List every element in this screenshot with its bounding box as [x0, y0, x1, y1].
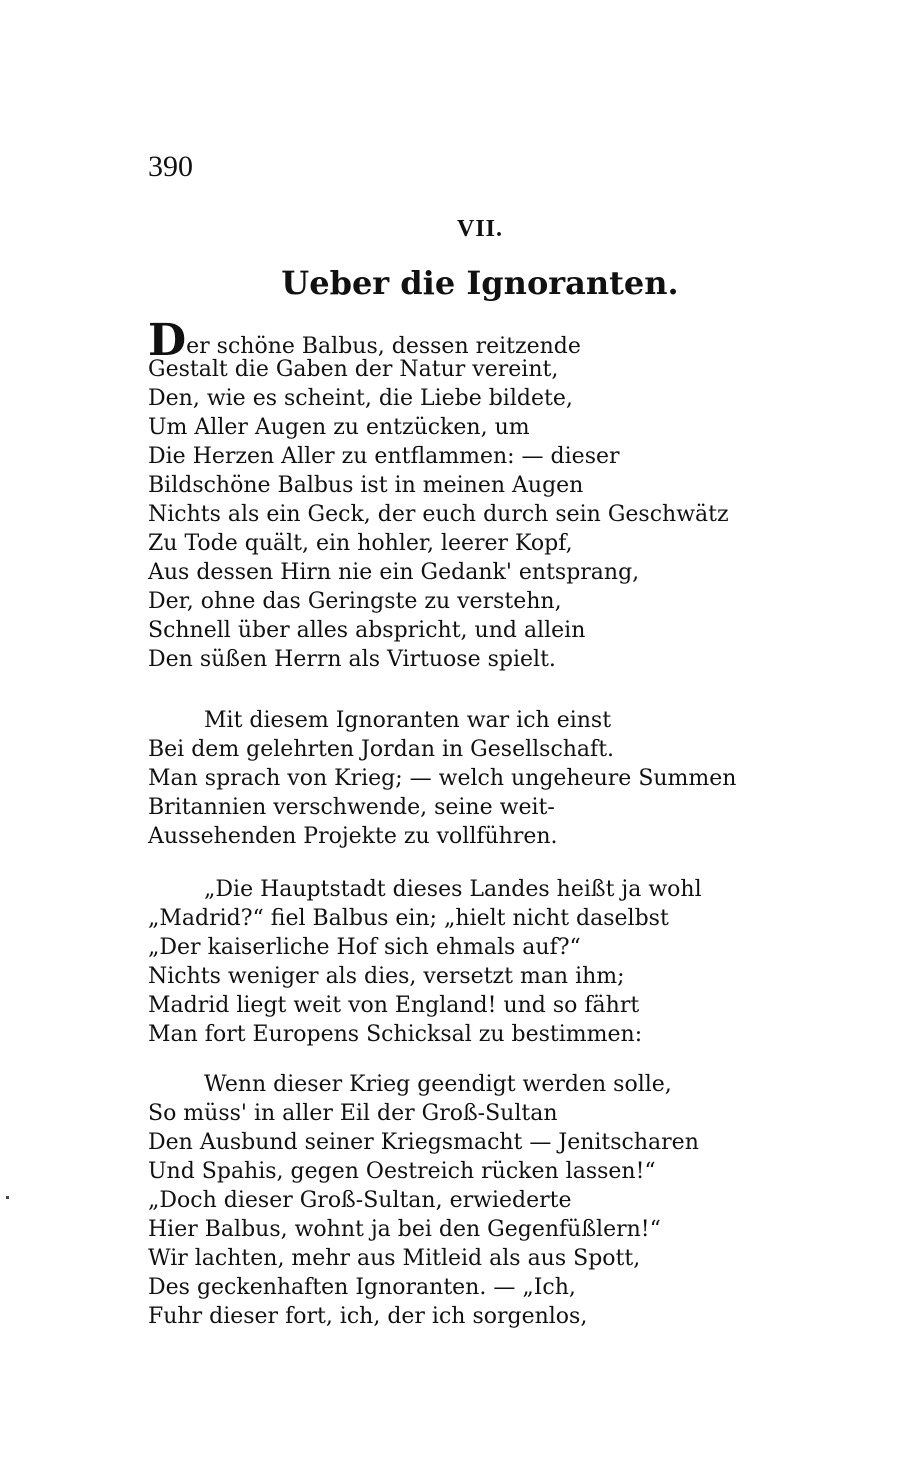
poem-line: Britannien verschwende, seine weit- [148, 795, 555, 820]
stanza-4 [148, 1070, 808, 1331]
poem-line: Den, wie es scheint, die Liebe bildete, [148, 386, 573, 411]
stanza-1 [148, 315, 808, 674]
poem-line [148, 315, 808, 366]
poem-line: „Madrid?“ fiel Balbus ein; „hielt nicht daselbst [148, 906, 669, 931]
poem-line: Nichts als ein Geck, der euch durch sein Geschwätz [148, 502, 729, 527]
section-number: VII. [456, 216, 503, 242]
poem-line: Hier Balbus, wohnt ja bei den Gegenfüßlern!“ [148, 1217, 661, 1242]
poem-line: Aus dessen Hirn nie ein Gedank' entsprang, [148, 560, 640, 585]
poem-line: Man fort Europens Schicksal zu bestimmen: [148, 1022, 643, 1047]
poem-line: Wir lachten, mehr aus Mitleid als aus Spott, [148, 1246, 641, 1271]
poem-line: Man sprach von Krieg; — welch ungeheure Summen [148, 766, 737, 791]
poem-line: Die Herzen Aller zu entflammen: — dieser [148, 444, 620, 469]
poem-line: „Der kaiserliche Hof sich ehmals auf?“ [148, 935, 581, 960]
stanza-3 [148, 875, 808, 1049]
poem-line: Um Aller Augen zu entzücken, um [148, 415, 530, 440]
poem-line: Bei dem gelehrten Jordan in Gesellschaft. [148, 737, 615, 762]
poem-line: Und Spahis, gegen Oestreich rücken lassen!“ [148, 1159, 656, 1184]
poem-line: Nichts weniger als dies, versetzt man ihm; [148, 964, 625, 989]
poem-line: Schnell über alles abspricht, und allein [148, 618, 586, 643]
drop-cap: D [148, 315, 187, 366]
poem-line: Den süßen Herrn als Virtuose spielt. [148, 647, 556, 672]
poem-line: So müss' in aller Eil der Groß-Sultan [148, 1101, 558, 1126]
poem-line: Mit diesem Ignoranten war ich einst [204, 708, 612, 733]
poem-title: Ueber die Ignoranten. [281, 264, 679, 302]
page-number: 390 [148, 150, 193, 183]
poem-line: Aussehenden Projekte zu vollführen. [148, 824, 558, 849]
poem-line: Der, ohne das Geringste zu verstehn, [148, 589, 562, 614]
margin-speck [6, 1196, 9, 1199]
poem-line: Den Ausbund seiner Kriegsmacht — Jenitscharen [148, 1130, 699, 1155]
poem-line: „Doch dieser Groß-Sultan, erwiederte [148, 1188, 572, 1213]
poem-line: Des geckenhaften Ignoranten. — „Ich, [148, 1275, 576, 1300]
poem-line-text: er schöne Balbus, dessen reitzende [186, 334, 581, 359]
poem-line: Madrid liegt weit von England! und so fährt [148, 993, 640, 1018]
poem-line: Fuhr dieser fort, ich, der ich sorgenlos, [148, 1304, 588, 1329]
poem-line: Zu Tode quält, ein hohler, leerer Kopf, [148, 531, 573, 556]
stanza-2 [148, 706, 808, 851]
poem-line: Gestalt die Gaben der Natur vereint, [148, 357, 559, 382]
poem-line: Bildschöne Balbus ist in meinen Augen [148, 473, 584, 498]
poem-line: „Die Hauptstadt dieses Landes heißt ja wohl [204, 877, 702, 902]
poem-line: Wenn dieser Krieg geendigt werden solle, [204, 1072, 672, 1097]
